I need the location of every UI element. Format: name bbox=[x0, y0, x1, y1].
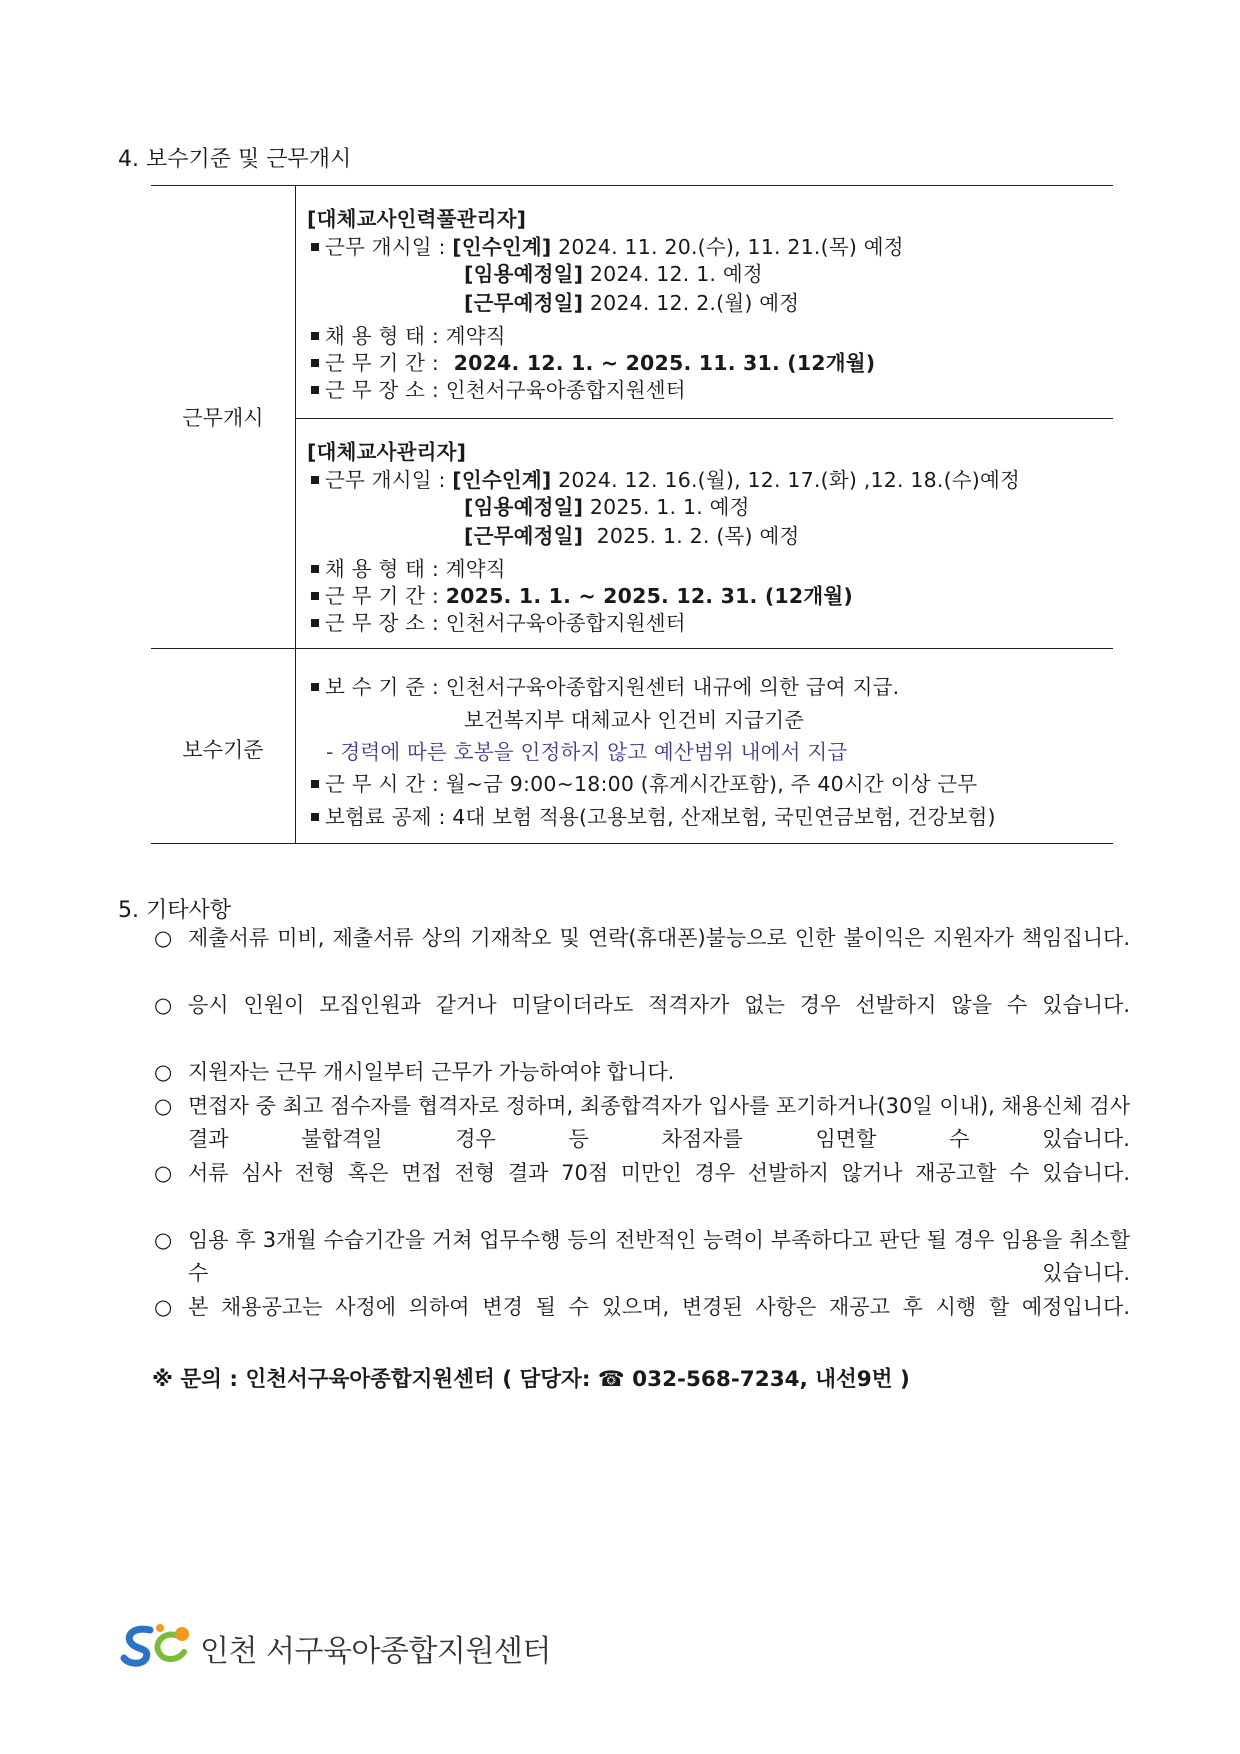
square-bullet-icon bbox=[311, 332, 319, 340]
square-bullet-icon bbox=[311, 592, 319, 600]
mgr-work-date-line: [근무예정일] 2025. 1. 2. (목) 예정 bbox=[464, 524, 800, 548]
notice-item: ○ 면접자 중 최고 점수자를 협격자로 정하며, 최종합격자가 입사를 포기하거나(30일 이내), 채용신체 검사 결과 불합격일 경우 등 차점자를 임면할 수 있습니다. bbox=[150, 1090, 1130, 1156]
pool-type-line: 채 용 형 태 : 계약직 bbox=[311, 319, 506, 349]
mgr-type-line: 채 용 형 태 : 계약직 bbox=[311, 552, 506, 582]
work-start-label: 근무개시 bbox=[182, 406, 264, 430]
pool-place-line: 근 무 장 소 : 인천서구육아종합지원센터 bbox=[311, 373, 686, 403]
mgr-place-line: 근 무 장 소 : 인천서구육아종합지원센터 bbox=[311, 606, 686, 636]
pay-standard-line: 보 수 기 준 : 인천서구육아종합지원센터 내규에 의한 급여 지급. bbox=[311, 670, 899, 700]
pool-period-line: 근 무 기 간 : 2024. 12. 1. ~ 2025. 11. 31. (12개월) bbox=[311, 346, 875, 376]
table-column-divider bbox=[295, 185, 296, 843]
circle-bullet-icon: ○ bbox=[154, 1060, 173, 1084]
notice-item: ○ 지원자는 근무 개시일부터 근무가 가능하여야 합니다. bbox=[150, 1056, 1130, 1089]
pool-start-line: 근무 개시일 : [인수인계] 2024. 11. 20.(수), 11. 21.(목) 예정 bbox=[311, 230, 904, 260]
square-bullet-icon bbox=[311, 243, 319, 251]
mgr-heading: [대체교사관리자] bbox=[307, 440, 467, 464]
square-bullet-icon bbox=[311, 619, 319, 627]
notice-item: ○ 임용 후 3개월 수습기간을 거쳐 업무수행 등의 전반적인 능력이 부족하다고 판단 될 경우 임용을 취소할 수 있습니다. bbox=[150, 1224, 1130, 1290]
insurance-line: 보험료 공제 : 4대 보험 적용(고용보험, 산재보험, 국민연금보험, 건강보험) bbox=[311, 800, 996, 830]
square-bullet-icon bbox=[311, 565, 319, 573]
center-logo-icon bbox=[120, 1622, 196, 1675]
pay-note: - 경력에 따른 호봉을 인정하지 않고 예산범위 내에서 지급 bbox=[326, 740, 848, 764]
mgr-appoint-line: [임용예정일] 2025. 1. 1. 예정 bbox=[464, 495, 750, 519]
notice-item: ○ 응시 인원이 모집인원과 같거나 미달이더라도 적격자가 없는 경우 선발하지 않을 수 있습니다. bbox=[150, 989, 1130, 1022]
mgr-start-line: 근무 개시일 : [인수인계] 2024. 12. 16.(월), 12. 17.(화) ,12. 18.(수)예정 bbox=[311, 463, 1020, 493]
center-logo-text: 인천 서구육아종합지원센터 bbox=[200, 1634, 551, 1669]
square-bullet-icon bbox=[311, 386, 319, 394]
circle-bullet-icon: ○ bbox=[154, 926, 173, 950]
circle-bullet-icon: ○ bbox=[154, 1295, 173, 1319]
contact-info: ※ 문의 : 인천서구육아종합지원센터 ( 담당자: ☎ 032-568-7234, 내선9번 ) bbox=[152, 1367, 910, 1392]
square-bullet-icon bbox=[311, 359, 319, 367]
work-hours-line: 근 무 시 간 : 월~금 9:00~18:00 (휴게시간포함), 주 40시간 이상 근무 bbox=[311, 767, 977, 797]
pool-heading: [대체교사인력풀관리자] bbox=[307, 207, 527, 231]
pay-standard-line-2: 보건복지부 대체교사 인건비 지급기준 bbox=[464, 708, 805, 732]
section-5-title: 5. 기타사항 bbox=[118, 898, 231, 923]
pool-work-date-line: [근무예정일] 2024. 12. 2.(월) 예정 bbox=[464, 291, 800, 315]
circle-bullet-icon: ○ bbox=[154, 1228, 173, 1252]
circle-bullet-icon: ○ bbox=[154, 1161, 173, 1185]
pay-standard-label: 보수기준 bbox=[182, 738, 264, 762]
square-bullet-icon bbox=[311, 813, 319, 821]
square-bullet-icon bbox=[311, 476, 319, 484]
table-bottom-border bbox=[151, 843, 1113, 844]
notice-item: ○ 본 채용공고는 사정에 의하여 변경 될 수 있으며, 변경된 사항은 재공고 후 시행 할 예정입니다. bbox=[150, 1291, 1130, 1324]
circle-bullet-icon: ○ bbox=[154, 993, 173, 1017]
square-bullet-icon bbox=[311, 780, 319, 788]
pool-appoint-line: [임용예정일] 2024. 12. 1. 예정 bbox=[464, 262, 763, 286]
notice-item: ○ 제출서류 미비, 제출서류 상의 기재착오 및 연락(휴대폰)불능으로 인한 불이익은 지원자가 책임집니다. bbox=[150, 922, 1130, 955]
circle-bullet-icon: ○ bbox=[154, 1094, 173, 1118]
section-4-title: 4. 보수기준 및 근무개시 bbox=[118, 147, 352, 172]
notice-item: ○ 서류 심사 전형 혹은 면접 전형 결과 70점 미만인 경우 선발하지 않거나 재공고할 수 있습니다. bbox=[150, 1157, 1130, 1190]
square-bullet-icon bbox=[311, 683, 319, 691]
mgr-period-line: 근 무 기 간 : 2025. 1. 1. ~ 2025. 12. 31. (12개월) bbox=[311, 579, 853, 609]
table-subrow-divider bbox=[295, 418, 1113, 419]
